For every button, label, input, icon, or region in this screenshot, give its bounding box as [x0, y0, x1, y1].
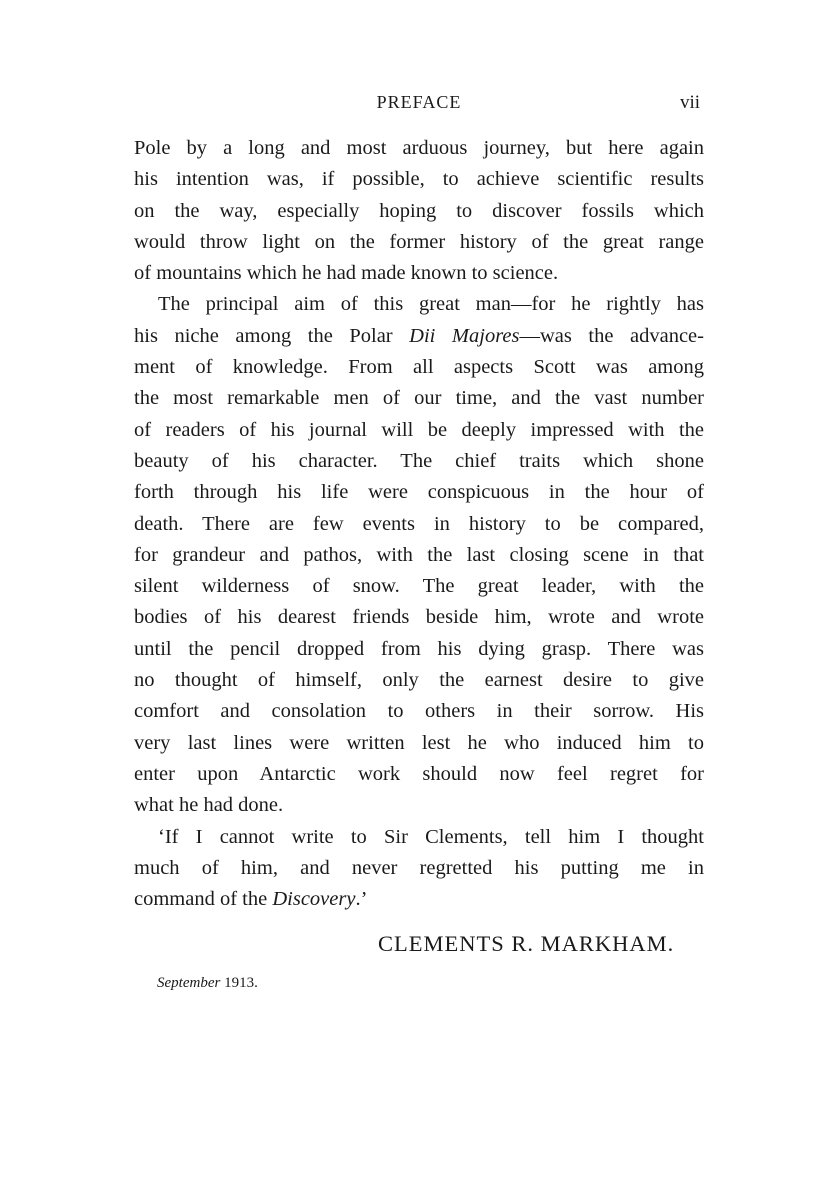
text-line: bodies of his dearest friends beside him, wrote and wrote	[134, 606, 704, 629]
text-line	[134, 884, 704, 915]
text-line: forth through his life were conspicuous in the hour of	[134, 481, 704, 504]
paragraph-2	[134, 289, 704, 821]
text-line: silent wilderness of snow. The great leader, with the	[134, 575, 704, 598]
text-line: on the way, especially hoping to discover fossils which	[134, 199, 704, 222]
text-line	[134, 321, 704, 352]
text-line: comfort and consolation to others in their sorrow. His	[134, 700, 704, 723]
italic-ship-name: Discovery	[272, 888, 356, 911]
text-run: his niche among the Polar	[134, 324, 410, 347]
text-line: until the pencil dropped from his dying grasp. There was	[134, 637, 704, 660]
page-number: vii	[679, 92, 700, 113]
dateline	[157, 975, 258, 992]
dateline-year: 1913.	[220, 975, 258, 991]
body-text	[134, 133, 704, 915]
running-head	[134, 92, 704, 116]
text-line: no thought of himself, only the earnest desire to give	[134, 669, 704, 692]
text-run: .’	[355, 888, 368, 911]
text-line: for grandeur and pathos, with the last closing scene in that	[134, 543, 704, 566]
paragraph-1	[134, 133, 704, 289]
text-line: the most remarkable men of our time, and the vast number	[134, 387, 704, 410]
italic-phrase-dii-majores: Dii Majores	[409, 324, 520, 347]
text-line: of readers of his journal will be deeply impressed with the	[134, 418, 704, 441]
text-line: ment of knowledge. From all aspects Scott was among	[134, 356, 704, 379]
text-line: of mountains which he had made known to science.	[134, 262, 559, 285]
text-line: his intention was, if possible, to achieve scientific results	[134, 168, 704, 191]
text-line: death. There are few events in history to be compared,	[134, 512, 704, 535]
running-title: PREFACE	[376, 92, 462, 112]
text-line: Pole by a long and most arduous journey, but here again	[134, 137, 704, 159]
text-line: would throw light on the former history of the great range	[134, 230, 704, 253]
text-line: beauty of his character. The chief traits which shone	[134, 449, 704, 472]
text-line: much of him, and never regretted his putting me in	[134, 856, 704, 879]
text-line: ‘If I cannot write to Sir Clements, tell him I thought	[158, 825, 704, 848]
author-signature: CLEMENTS R. MARKHAM.	[378, 931, 675, 956]
text-line: very last lines were written lest he who induced him to	[134, 731, 704, 754]
paragraph-3-quotation	[134, 822, 704, 916]
text-line: The principal aim of this great man—for he rightly has	[158, 293, 704, 316]
text-run: command of the	[134, 888, 273, 911]
dateline-month: September	[157, 975, 221, 991]
text-line: enter upon Antarctic work should now feel regret for	[134, 762, 704, 785]
text-run: —was the advance-	[519, 324, 704, 347]
text-line: what he had done.	[134, 794, 284, 817]
